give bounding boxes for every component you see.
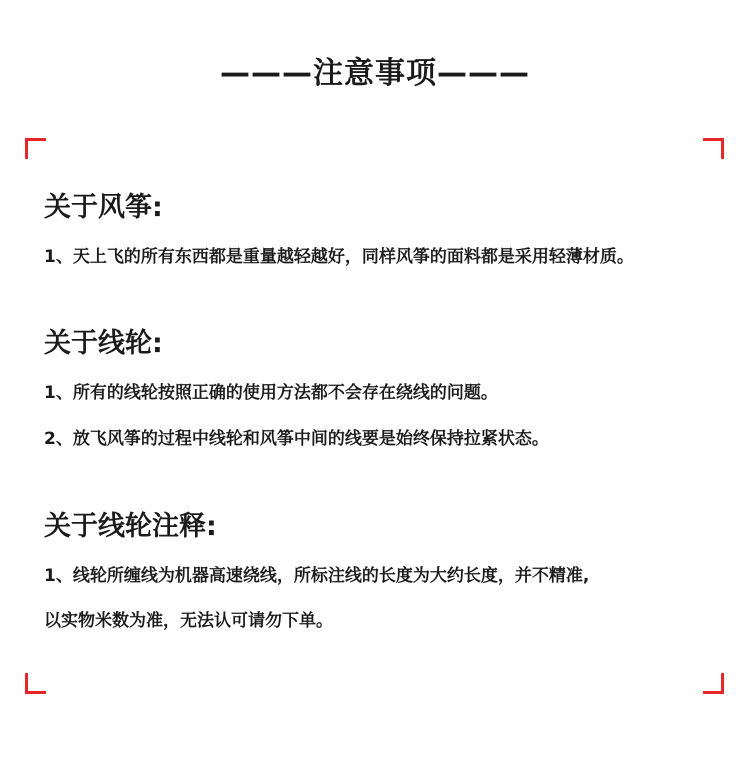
corner-bracket-top-left	[25, 138, 46, 159]
section-heading-reel: 关于线轮:	[44, 328, 163, 359]
kite-note-1: 1、天上飞的所有东西都是重量越轻越好，同样风筝的面料都是采用轻薄材质。	[44, 247, 634, 267]
section-heading-kite: 关于风筝:	[44, 192, 163, 223]
corner-bracket-bottom-left	[25, 673, 46, 694]
reel-notes-line-2: 以实物米数为准，无法认可请勿下单。	[44, 611, 333, 631]
reel-note-2: 2、放飞风筝的过程中线轮和风筝中间的线要是始终保持拉紧状态。	[44, 429, 549, 449]
section-heading-reel-notes: 关于线轮注释:	[44, 511, 217, 542]
page-title: ———注意事项———	[220, 56, 530, 91]
corner-bracket-top-right	[703, 138, 724, 159]
reel-note-1: 1、所有的线轮按照正确的使用方法都不会存在绕线的问题。	[44, 383, 498, 403]
corner-bracket-bottom-right	[703, 673, 724, 694]
reel-notes-line-1: 1、线轮所缠线为机器高速绕线，所标注线的长度为大约长度，并不精准,	[44, 566, 590, 586]
